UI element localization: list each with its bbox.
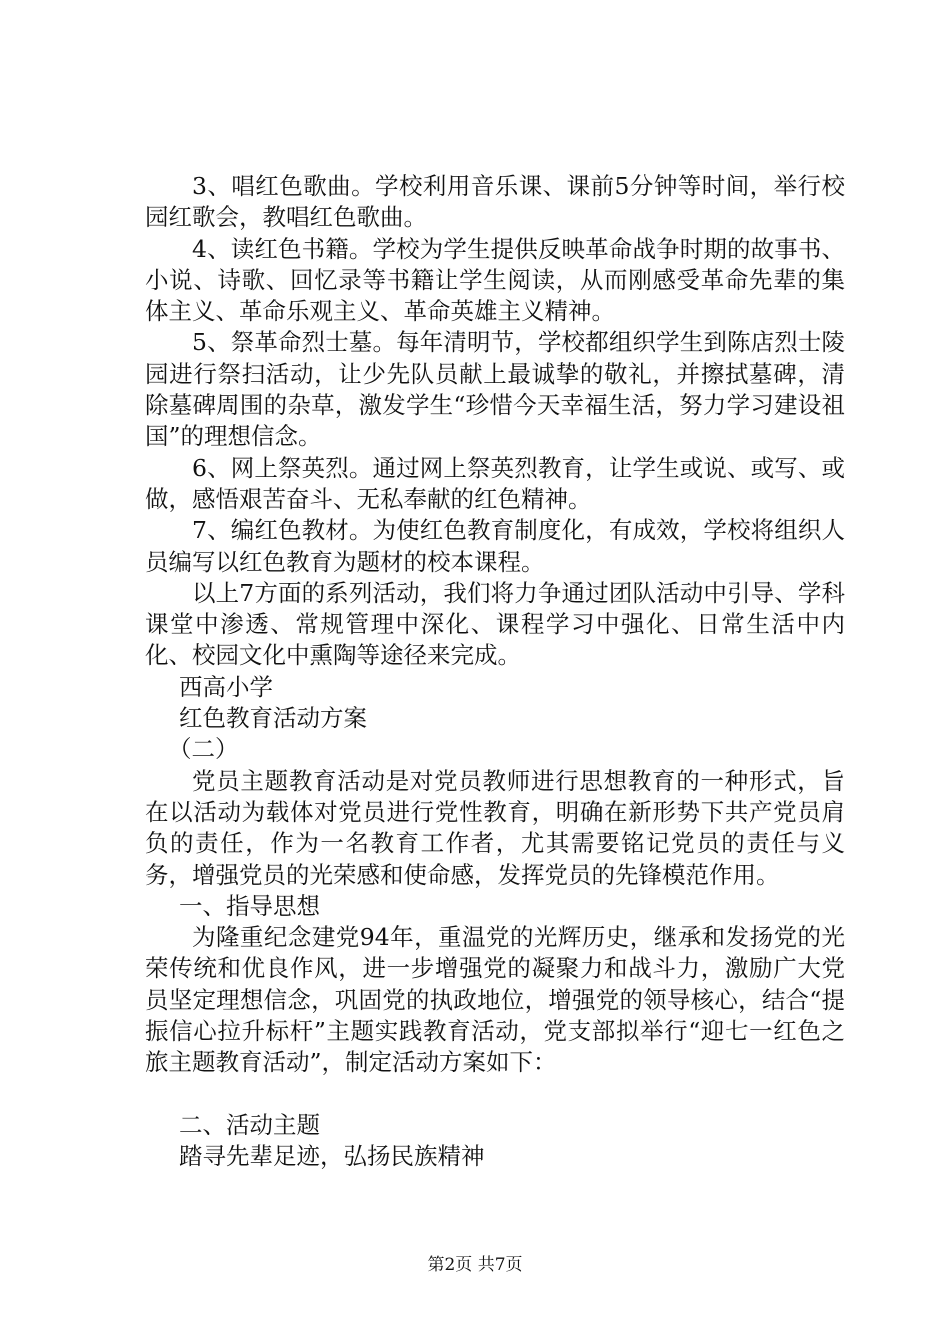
paragraph-martyr-tomb: 5、祭革命烈士墓。每年清明节，学校都组织学生到陈店烈士陵园进行祭扫活动，让少先队员献上最诚挚的敬礼，并擦拭墓碑，清除墓碑周围的杂草，激发学生“珍惜今天幸福生活，努力学习建设祖国”的理想信念。: [145, 328, 845, 451]
paragraph-red-textbook: 7、编红色教材。为使红色教育制度化，有成效，学校将组织人员编写以红色教育为题材的校本课程。: [145, 516, 845, 576]
part-label: （二）: [168, 735, 239, 764]
page-footer: 第2页 共7页: [427, 1255, 523, 1275]
paragraph-guiding-thought: 为隆重纪念建党94年，重温党的光辉历史，继承和发扬党的光荣传统和优良作风，进一步增强党的凝聚力和战斗力，激励广大党员坚定理想信念，巩固党的执政地位，增强党的领导核心，结合“提振信心拉升标杆”主题实践教育活动，党支部拟举行“迎七一红色之旅主题教育活动”，制定活动方案如下：: [145, 923, 845, 1077]
document-body: [145, 171, 845, 1172]
heading-guiding-thought: 一、指导思想: [179, 891, 320, 920]
paragraph-activity-theme: 踏寻先辈足迹，弘扬民族精神: [179, 1141, 485, 1170]
school-name: 西高小学: [179, 672, 273, 701]
paragraph-read-red-books: 4、读红色书籍。学校为学生提供反映革命战争时期的故事书、小说、诗歌、回忆录等书籍让学生阅读，从而刚感受革命先辈的集体主义、革命乐观主义、革命英雄主义精神。: [145, 234, 845, 326]
paragraph-intro: 党员主题教育活动是对党员教师进行思想教育的一种形式，旨在以活动为载体对党员进行党性教育，明确在新形势下共产党员肩负的责任，作为一名教育工作者，尤其需要铭记党员的责任与义务，增强党员的光荣感和使命感，发挥党员的先锋模范作用。: [145, 766, 845, 889]
blank-line: [145, 1079, 845, 1110]
paragraph-online-tribute: 6、网上祭英烈。通过网上祭英烈教育，让学生或说、或写、或做，感悟艰苦奋斗、无私奉献的红色精神。: [145, 453, 845, 513]
heading-activity-theme: 二、活动主题: [179, 1110, 320, 1139]
paragraph-sing-red-songs: 3、唱红色歌曲。学校利用音乐课、课前5分钟等时间，举行校园红歌会，教唱红色歌曲。: [145, 172, 845, 232]
document-title: 红色教育活动方案: [179, 704, 367, 733]
paragraph-summary: 以上7方面的系列活动，我们将力争通过团队活动中引导、学科课堂中渗透、常规管理中深化、课程学习中强化、日常生活中内化、校园文化中熏陶等途径来完成。: [145, 578, 845, 670]
